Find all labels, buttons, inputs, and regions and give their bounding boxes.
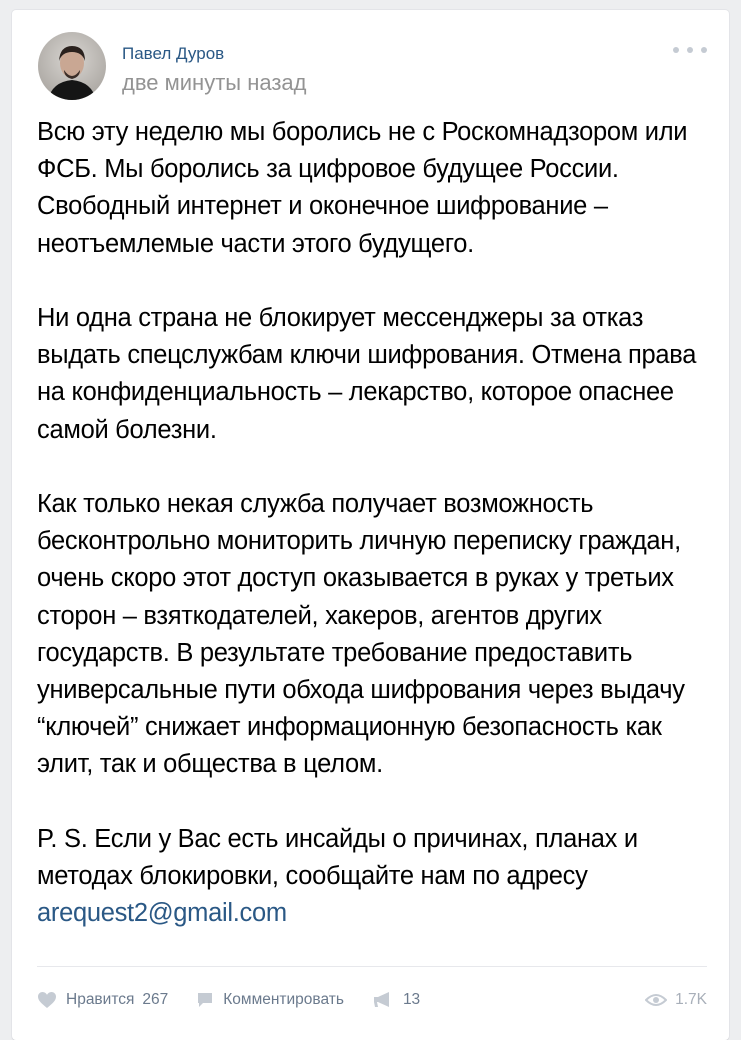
comment-label: Комментировать	[223, 991, 344, 1008]
eye-icon	[645, 993, 667, 1007]
divider	[37, 966, 707, 967]
like-button[interactable]	[37, 991, 168, 1009]
paragraph-3: Как только некая служба получает возможность бесконтрольно мониторить личную переписку граждан, очень скоро этот доступ оказывается в руках у третьих сторон – взяткодателей, хакеров, агентов других государств. В результате требование предоставить универсальные пути обхода шифрования через выдачу “ключей” снижает информационную безопасность как элит, так и общества в целом.	[37, 490, 685, 779]
share-button[interactable]	[372, 991, 420, 1009]
paragraph-2: Ни одна страна не блокирует мессенджеры за отказ выдать спецслужбам ключи шифрования. Отмена права на конфиденциальность – лекарство, которое опаснее самой болезни.	[37, 304, 697, 444]
paragraph-ps	[37, 821, 717, 933]
paragraph-1: Всю эту неделю мы боролись не с Роскомнадзором или ФСБ. Мы боролись за цифровое будущее России. Свободный интернет и оконечное шифрование – неотъемлемые части этого будущего.	[37, 118, 688, 258]
ps-text: P. S. Если у Вас есть инсайды о причинах, планах и методах блокировки, сообщайте нам по адресу	[37, 824, 638, 891]
share-count: 13	[402, 991, 421, 1008]
views-counter	[645, 991, 707, 1009]
post-time[interactable]: две минуты назад	[122, 70, 307, 95]
like-label: Нравится	[66, 991, 135, 1008]
post-text	[37, 114, 717, 932]
more-dots-icon[interactable]	[673, 40, 707, 60]
author-name[interactable]: Павел Дуров	[122, 44, 225, 63]
comment-icon	[196, 991, 214, 1009]
email-link[interactable]: arequest2@gmail.com	[37, 899, 287, 928]
author-avatar[interactable]	[38, 32, 106, 100]
heart-icon	[37, 991, 57, 1009]
post-card	[12, 10, 729, 1040]
comment-button[interactable]	[196, 991, 344, 1009]
post-actions	[37, 986, 707, 1014]
like-count: 267	[142, 991, 169, 1008]
views-count: 1.7K	[675, 991, 707, 1008]
megaphone-icon	[372, 991, 394, 1009]
